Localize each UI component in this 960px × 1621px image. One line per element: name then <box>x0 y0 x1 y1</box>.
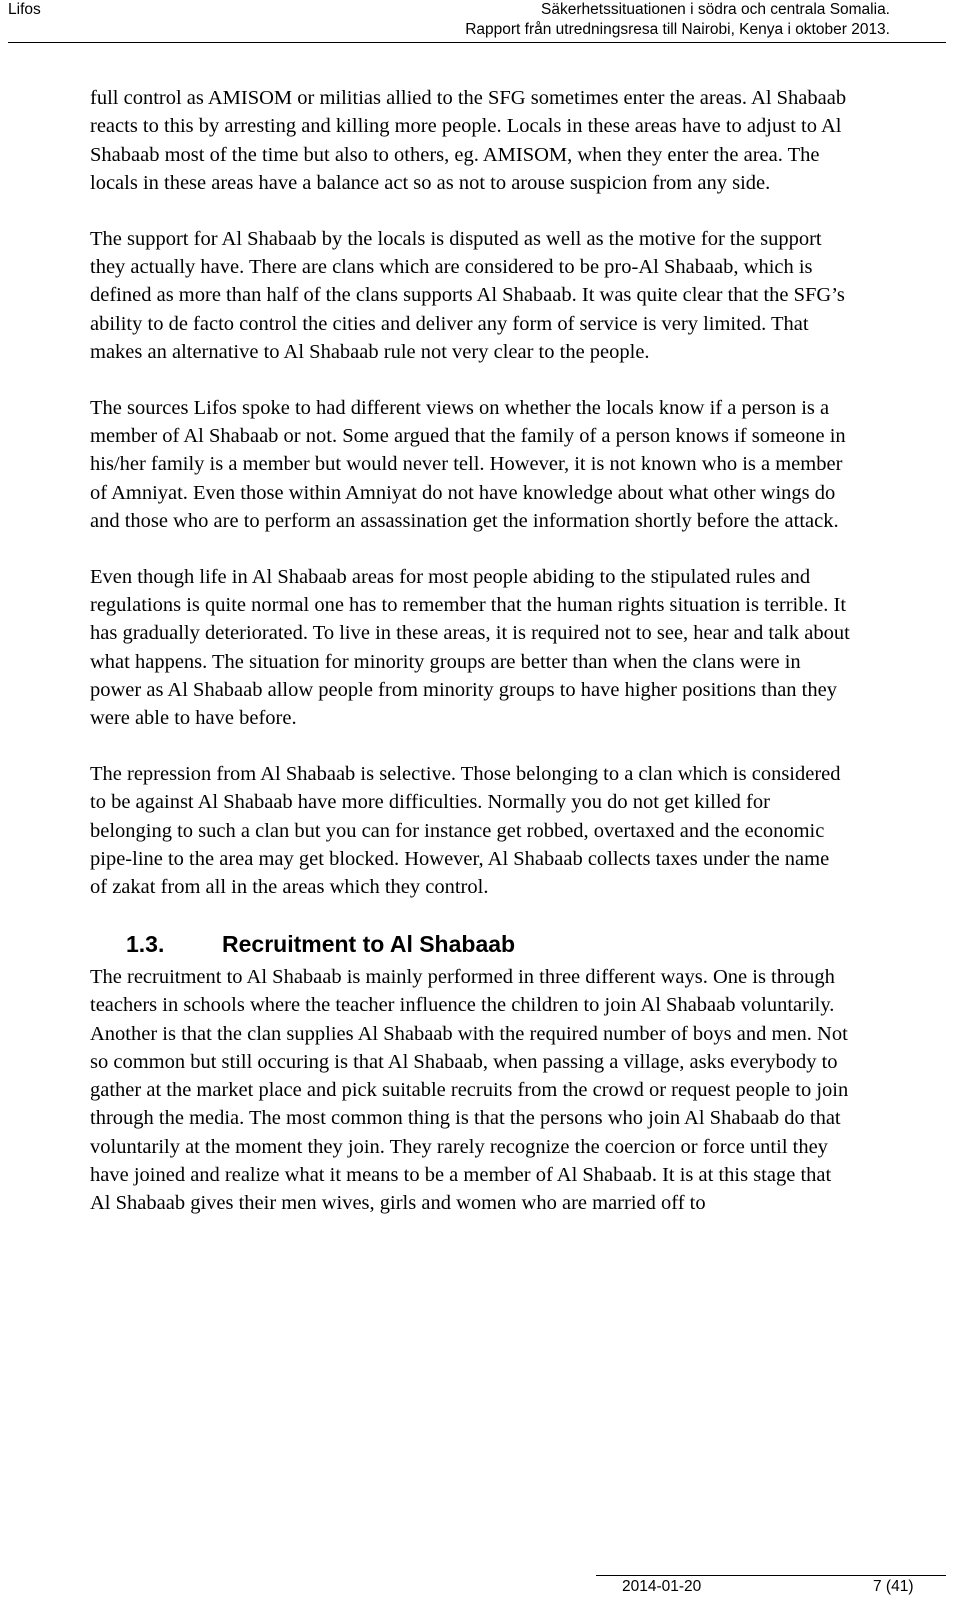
paragraph: Even though life in Al Shabaab areas for most people abiding to the stipulated rules and regulations is quite normal one has to remember that the human rights situation is terrible. It has gradually deteriorated. To live in these areas, it is required not to see, hear and talk about what happens. The situation for minority groups are better than when the clans were in power as Al Shabaab allow people from minority groups to have higher positions than they were able to have before. <box>90 565 850 730</box>
footer-divider <box>596 1575 946 1576</box>
header-title <box>465 0 890 40</box>
header-title-line2: Rapport från utredningsresa till Nairobi, Kenya i oktober 2013. <box>465 21 890 38</box>
paragraph: full control as AMISOM or militias allied to the SFG sometimes enter the areas. Al Shabaab reacts to this by arresting and killing more people. Locals in these areas have to adjust to Al Shabaab most of the time but also to others, eg. AMISOM, when they enter the area. The locals in these areas have a balance act so as not to arouse suspicion from any side. <box>90 87 847 194</box>
header-title-line1: Säkerhetssituationen i södra och centrala Somalia. <box>541 1 890 18</box>
paragraph: The repression from Al Shabaab is selective. Those belonging to a clan which is considered to be against Al Shabaab have more difficulties. Normally you do not get killed for belonging to such a clan but you can for instance get robbed, overtaxed and the economic pipe-line to the area may get blocked. However, Al Shabaab collects taxes under the name of zakat from all in the areas which they control. <box>90 762 841 899</box>
header-divider <box>8 42 946 43</box>
header-org: Lifos <box>8 1 41 18</box>
document-body <box>90 84 850 1218</box>
paragraph: The sources Lifos spoke to had different views on whether the locals know if a person is a member of Al Shabaab or not. Some argued that the family of a person knows if someone in his/her family is a member but would never tell. However, it is not known who is a member of Amniyat. Even those within Amniyat do not have knowledge about what other wings do and those who are to perform an assassination get the information shortly before the attack. <box>90 396 846 532</box>
paragraph: The support for Al Shabaab by the locals is disputed as well as the motive for the support they actually have. There are clans which are considered to be pro-Al Shabaab, which is defined as more than half of the clans supports Al Shabaab. It was quite clear that the SFG’s ability to de facto control the cities and deliver any form of service is very limited. That makes an alternative to Al Shabaab rule not very clear to the people. <box>90 227 845 363</box>
paragraph: The recruitment to Al Shabaab is mainly performed in three different ways. One is through teachers in schools where the teacher influence the children to join Al Shabaab voluntarily. Another is that the clan supplies Al Shabaab with the required number of boys and men. Not so common but still occuring is that Al Shabaab, when passing a village, asks everybody to gather at the market place and pick suitable recruits from the crowd or request people to join through the media. The most common thing is that the persons who join Al Shabaab do that voluntarily at the moment they join. They rarely recognize the coercion or force until they have joined and realize what it means to be a member of Al Shabaab. It is at this stage that Al Shabaab gives their men wives, girls and women who are married off to <box>90 965 849 1215</box>
section-title: Recruitment to Al Shabaab <box>222 930 516 957</box>
footer-date: 2014-01-20 <box>622 1578 702 1595</box>
footer-page-number: 7 (41) <box>873 1578 914 1595</box>
section-number: 1.3. <box>126 930 165 957</box>
section-heading <box>90 929 850 959</box>
